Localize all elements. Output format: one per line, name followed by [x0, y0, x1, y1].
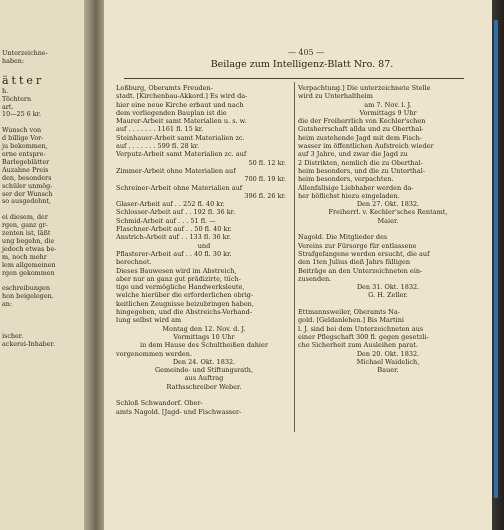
- text-line: aus Auftrag: [184, 374, 224, 383]
- text-line: amts Nagold. [Jagd- und Fischwasser-: [116, 407, 242, 416]
- text-line: Schloß Schwandorf. Ober-: [116, 399, 203, 408]
- text-line: Den 20. Okt. 1832.: [356, 349, 420, 358]
- text-line: heim besonders, verpachten.: [298, 175, 394, 184]
- text-line: Gutsherrschaft allda und zu Oberthal-: [298, 125, 424, 134]
- text-line: Gemeinde- und Stiftungsrath,: [154, 366, 254, 375]
- text-line: vorgenommen werden.: [116, 349, 193, 358]
- text-line: erne entspre-: [2, 149, 46, 158]
- text-line: [298, 300, 478, 308]
- text-line: ung begehn, die: [2, 236, 55, 245]
- text-line: [2, 66, 82, 74]
- text-line: Loßburg, Oberamts Freuden-: [116, 84, 213, 92]
- text-line: so ausgedehnt,: [2, 197, 51, 206]
- text-line: hingegeben, und die Abstreichs-Verhand-: [116, 308, 252, 317]
- text-line: hon beigelegen.: [2, 292, 54, 301]
- text-line: stadt. [Kirchenbau-Akkord.] Es wird da-: [116, 92, 248, 101]
- text-line: Freiherrl. v. Kechler'sches Rentamt,: [328, 208, 448, 217]
- text-line: 50 fl. 12 kr.: [248, 158, 286, 167]
- text-line: Maurer-Arbeit samt Materialien u. s. w.: [116, 117, 247, 126]
- page-edge: [492, 0, 504, 530]
- text-line: aber nur an ganz gut prädizirte, tüch-: [116, 274, 241, 283]
- text-line: Ettmannsweiler, Oberamts Na-: [298, 308, 400, 317]
- text-line: Auzahne Preis: [2, 165, 49, 174]
- text-line: wird zu Unterhaltheim: [298, 92, 373, 101]
- text-line: [2, 309, 82, 317]
- text-line: Anstrich-Arbeit auf . . 133 fl. 36 kr.: [116, 233, 232, 242]
- text-line: Wunsch von: [2, 126, 42, 135]
- text-line: lem allgemeinen: [2, 260, 56, 269]
- text-column-left: [116, 84, 292, 416]
- text-line: den, besonders: [2, 173, 52, 182]
- text-line: ser der Wunsch: [2, 189, 53, 198]
- left-page: [0, 0, 84, 530]
- text-line: rgen gekommen: [2, 268, 55, 277]
- text-line: auf . . . . . . . 1161 fl. 15 kr.: [116, 125, 204, 134]
- text-line: m, noch mehr: [2, 252, 47, 261]
- text-line: 396 fl. 26 kr.: [244, 191, 286, 200]
- text-line: die der Freiherrlich von Kechler'schen: [298, 117, 426, 126]
- text-line: schüler unmög-: [2, 181, 53, 190]
- text-line: berechnet.: [116, 258, 152, 267]
- text-line: Maier.: [377, 216, 399, 225]
- text-line: ackerei-Inhaber.: [2, 339, 55, 348]
- text-line: dem vorliegenden Bauplan ist die: [116, 108, 227, 117]
- text-line: Glaser-Arbeit auf . . 252 fl. 40 kr.: [116, 200, 225, 209]
- text-line: den 1ten Julius dieß Jahrs fälligen: [298, 258, 411, 267]
- text-line: Michael Waidelich,: [356, 357, 420, 366]
- text-line: Schmid-Arbeit auf . . . 51 fl. —: [116, 216, 216, 225]
- column-divider: [294, 82, 295, 432]
- text-line: [298, 225, 478, 233]
- text-line: Unterzeichne-: [2, 49, 48, 57]
- text-line: her höflichst hiezu eingeladen.: [298, 191, 400, 200]
- text-line: Flaschner-Arbeit auf . . 50 fl. 40 kr.: [116, 225, 232, 234]
- text-line: eschreibungen: [2, 284, 50, 293]
- text-line: Schreiner-Arbeit ohne Materialien auf: [116, 183, 243, 192]
- text-line: Schlosser-Arbeit auf . . 192 fl. 36 kr.: [116, 208, 236, 217]
- text-line: G. H. Zeller.: [368, 291, 408, 300]
- text-line: heim besonders, und die zu Unterthal-: [298, 166, 425, 175]
- text-line: zenten ist, läßt: [2, 229, 51, 238]
- text-line: an:: [2, 300, 13, 309]
- text-line: Zimmer-Arbeit ohne Materialien auf: [116, 166, 236, 175]
- text-line: Rathsschreiber Weber.: [166, 382, 242, 391]
- text-line: Verpachtung.] Die unterzeichnete Stelle: [298, 84, 431, 92]
- text-line: einer Pflegschaft 300 fl. gegen gesetzli-: [298, 332, 429, 341]
- page-title: Beilage zum Intelligenz-Blatt Nro. 87.: [210, 59, 394, 70]
- text-line: heim zustehende Jagd mit dem Fisch-: [298, 133, 423, 142]
- text-line: Dieses Bauwesen wird im Abstreich,: [116, 266, 237, 275]
- text-line: [2, 317, 82, 325]
- header-rule: [124, 78, 464, 79]
- text-line: auf 3 Jahre, und zwar die Jagd zu: [298, 150, 408, 159]
- text-line: d billige Vor-: [2, 134, 44, 143]
- text-line: keitlichen Zeugnisse beizubringen haben,: [116, 299, 254, 308]
- text-line: gold. [Geldanlehen.] Bis Martini: [298, 316, 404, 325]
- left-page-text: [2, 50, 82, 349]
- text-line: Verputz-Arbeit samt Materialien zc. auf: [116, 150, 247, 159]
- text-line: Barlegeblätter: [2, 157, 50, 166]
- text-line: [116, 391, 292, 399]
- text-line: Den 24. Okt. 1832.: [172, 357, 236, 366]
- text-line: Den 27. Okt. 1832.: [356, 200, 420, 209]
- text-line: ei diesem, der: [2, 213, 48, 222]
- text-line: ischer.: [2, 331, 24, 340]
- text-line: jedoch etwas be-: [2, 244, 57, 253]
- right-page: [104, 0, 492, 530]
- text-line: zusenden.: [298, 274, 332, 283]
- text-line: Den 31. Okt. 1832.: [356, 283, 420, 292]
- text-line: ätter: [2, 73, 45, 87]
- book-gutter: [84, 0, 104, 530]
- text-column-right: [298, 84, 478, 374]
- text-line: in dem Hause des Schultheißen dahier: [140, 341, 268, 350]
- text-line: che Sicherheit zum Ausleihen parat.: [298, 341, 418, 350]
- text-line: Steinhauer-Arbeit samt Materialien zc.: [116, 133, 245, 142]
- text-line: Pflasterer-Arbeit auf . . 40 fl. 30 kr.: [116, 249, 232, 258]
- text-line: art.: [2, 102, 14, 111]
- text-line: l. J. sind bei dem Unterzeichneten aus: [298, 324, 424, 333]
- page-number: — 405 —: [287, 48, 325, 57]
- text-line: Montag den 12. Nov. d. J.: [162, 324, 246, 333]
- text-line: 10—25 6 kr.: [2, 110, 42, 119]
- text-line: lung selbst wird am: [116, 316, 182, 325]
- text-line: hier eine neue Kirche erbaut und nach: [116, 100, 244, 109]
- text-line: welche hierüber die erforderlichen obrig-: [116, 291, 254, 300]
- text-line: am 7. Nov. l. J.: [364, 100, 412, 109]
- text-line: 700 fl. 19 kr.: [244, 175, 286, 184]
- text-line: Vormittags 9 Uhr: [359, 108, 417, 117]
- text-line: Bauer.: [377, 366, 399, 375]
- text-line: Töchtern: [2, 94, 32, 103]
- text-line: Beiträge an den Unterzeichneten ein-: [298, 266, 423, 275]
- text-line: Allenfallsige Liebhaber werden da-: [298, 183, 414, 192]
- text-line: rgen, ganz gr-: [2, 221, 48, 230]
- text-line: tige und vermögliche Handwerksleute,: [116, 283, 245, 292]
- bookmark-strip: [494, 20, 498, 498]
- text-line: wasser im öffentlichen Aufstreich wieder: [298, 142, 434, 151]
- text-line: ju bekommen,: [2, 142, 48, 151]
- text-line: und: [197, 241, 211, 250]
- text-line: auf . . . . . . . 599 fl. 28 kr.: [116, 142, 200, 151]
- text-line: haben:: [2, 56, 25, 65]
- text-line: Strafgefangene werden ersucht, die auf: [298, 249, 430, 258]
- text-line: h.: [2, 86, 9, 95]
- text-line: Nagold. Die Mitglieder des: [298, 233, 388, 242]
- text-line: Vereins zur Fürsorge für entlassene: [298, 241, 417, 250]
- text-line: 2 Distrikten, nemlich die zu Oberthal-: [298, 158, 423, 167]
- text-line: Vormittags 10 Uhr: [173, 332, 235, 341]
